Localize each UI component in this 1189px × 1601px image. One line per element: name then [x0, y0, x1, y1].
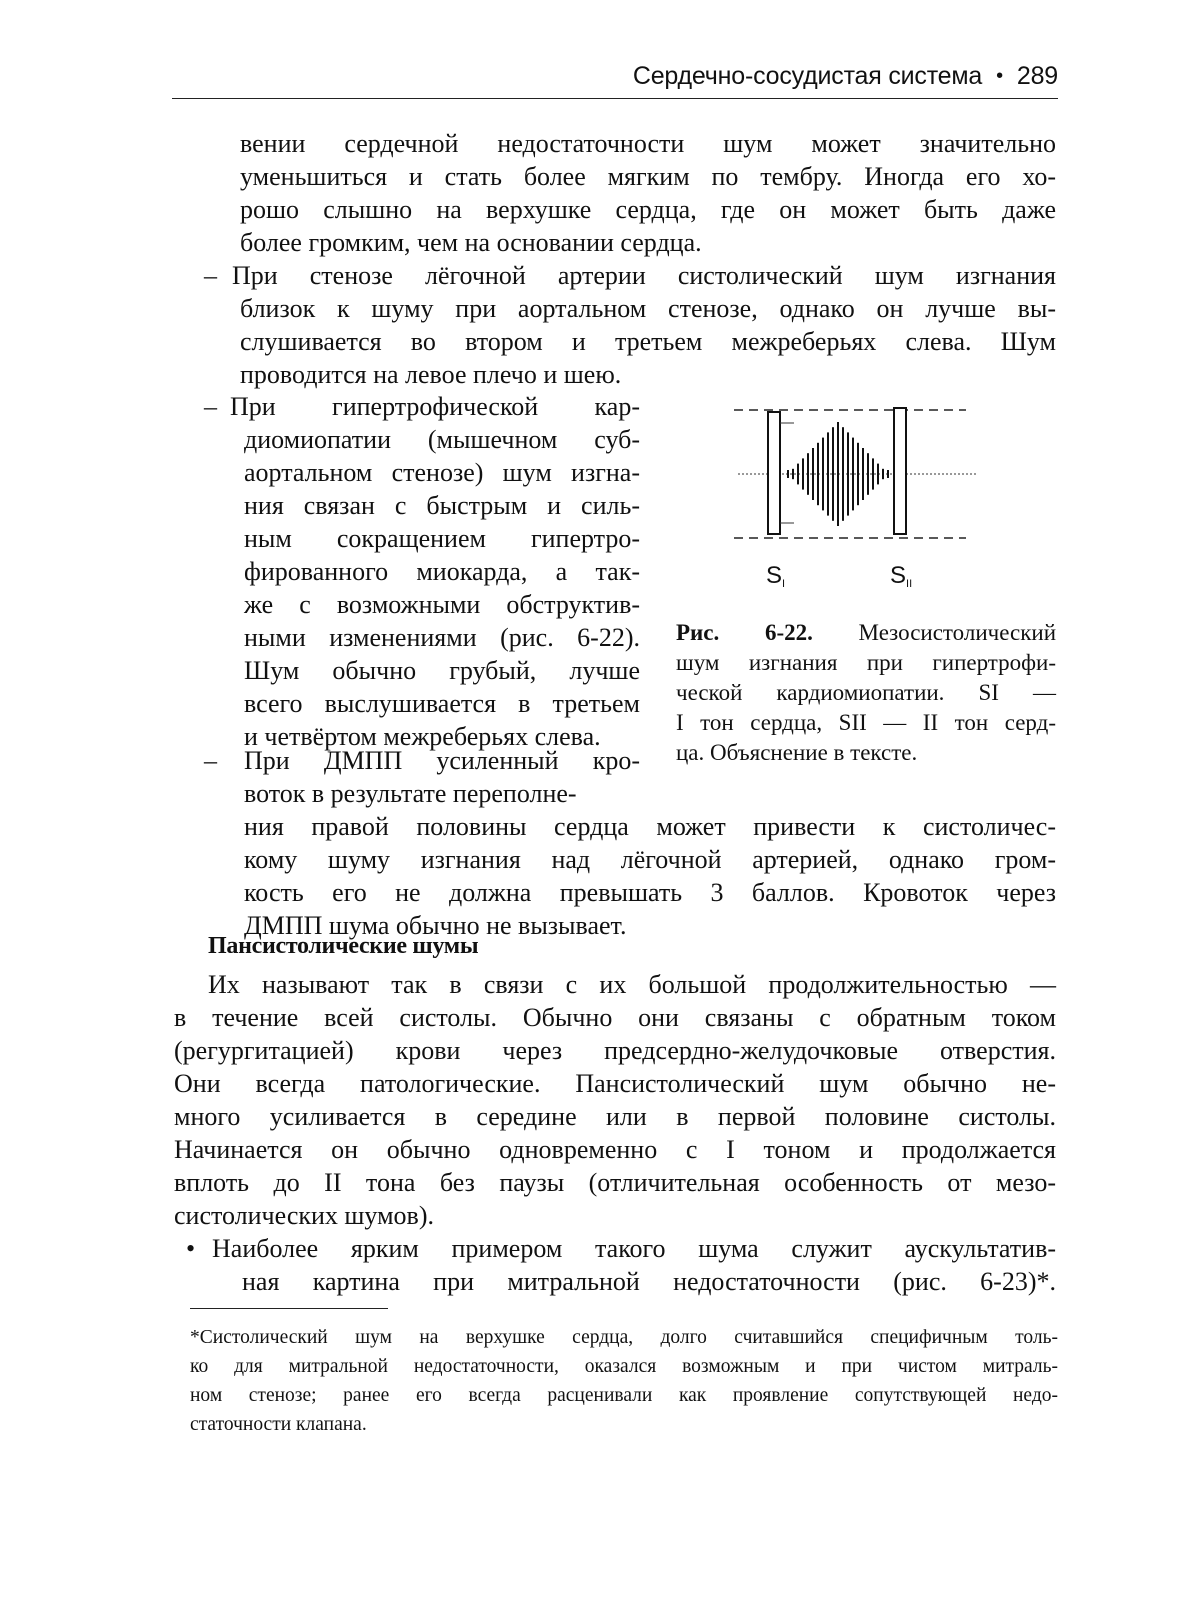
list-item-asd-start — [244, 744, 640, 810]
list-item-pulmonary-stenosis — [232, 259, 1056, 391]
text-line: близок к шуму при аортальном стенозе, однако он лучше вы- — [240, 294, 1056, 323]
text-line: кому шуму изгнания над лёгочной артерией, однако гром- — [244, 845, 1056, 874]
text-line: проводится на левое плечо и шею. — [240, 360, 622, 389]
text-line: вплоть до II тона без паузы (отличительная особенность от мезо- — [174, 1168, 1056, 1197]
page-number: 289 — [1016, 62, 1058, 90]
dash-marker: – — [204, 392, 217, 421]
text-line: всего выслушивается в третьем — [244, 689, 640, 718]
text-line: Они всегда патологические. Пансистолический шум обычно не- — [174, 1069, 1056, 1098]
text-line: ная картина при митральной недостаточности (рис. 6-23)*. — [242, 1267, 1056, 1296]
caption-text: Мезосистолический — [858, 620, 1057, 645]
text-line: ным сокращением гипертро- — [244, 524, 640, 553]
dash-marker: – — [204, 261, 217, 290]
text-line: и четвёртом межреберьях слева. — [244, 722, 601, 751]
text-line: ния правой половины сердца может привести к систоличес- — [244, 812, 1056, 841]
bullet-item-mitral — [212, 1232, 1056, 1298]
section-heading: Пансистолические шумы — [208, 933, 479, 959]
s1-heart-sound-bar — [768, 412, 780, 534]
footnote — [190, 1323, 1058, 1439]
header-text — [633, 62, 1058, 91]
figure-caption — [676, 618, 1056, 768]
dash-marker: – — [204, 746, 217, 775]
footnote-line: ном стенозе; ранее его всегда расценивали как проявление сопутствующей недо- — [190, 1385, 1058, 1406]
s1-label: SI — [766, 562, 786, 590]
caption-line: ца. Объяснение в тексте. — [676, 740, 918, 765]
text-line: рошо слышно на верхушке сердца, где он может быть даже — [240, 195, 1056, 224]
text-line: Начинается он обычно одновременно с I тоном и продолжается — [174, 1135, 1056, 1164]
pansystolic-paragraph — [174, 968, 1056, 1232]
footnote-rule — [190, 1308, 388, 1309]
text-line: уменьшиться и стать более мягким по тембру. Иногда его хо- — [240, 162, 1056, 191]
text-line: систолических шумов). — [174, 1201, 434, 1230]
caption-line: шум изгнания при гипертрофи- — [676, 650, 1056, 675]
text-line: При стенозе лёгочной артерии систолический шум изгнания — [232, 261, 1056, 290]
footnote-line: *Систолический шум на верхушке сердца, долго считавшийся специфичным толь- — [190, 1327, 1058, 1348]
text-line: много усиливается в середине или в первой половине систолы. — [174, 1102, 1056, 1131]
s2-label: SII — [890, 562, 913, 590]
text-line: же с возможными обструктив- — [244, 590, 640, 619]
continued-paragraph — [240, 127, 1056, 259]
text-line: воток в результате переполне- — [244, 779, 577, 808]
bullet-marker: • — [186, 1234, 196, 1263]
text-line: При гипертрофической кар- — [230, 392, 640, 421]
figure-reference: Рис. 6-22. — [676, 620, 813, 645]
running-header — [172, 58, 1058, 99]
text-line: аортальном стенозе) шум изгна- — [244, 458, 640, 487]
text-line: При ДМПП усиленный кро- — [244, 746, 640, 775]
text-line: слушивается во втором и третьем межреберьях слева. Шум — [240, 327, 1056, 356]
header-separator: • — [996, 65, 1003, 87]
text-line: более громким, чем на основании сердца. — [240, 228, 702, 257]
text-line: (регургитацией) крови через предсердно-желудочковые отверстия. — [174, 1036, 1056, 1065]
caption-line: I тон сердца, SII — II тон серд- — [676, 710, 1056, 735]
text-line: Их называют так в связи с их большой продолжительностью — — [208, 970, 1056, 999]
text-line: ДМПП шума обычно не вызывает. — [244, 911, 627, 940]
text-line: фированного миокарда, а так- — [244, 557, 640, 586]
text-line: вении сердечной недостаточности шум может значительно — [240, 129, 1056, 158]
caption-line — [676, 618, 1056, 648]
text-line: кость его не должна превышать 3 баллов. Кровоток через — [244, 878, 1056, 907]
footnote-line: ко для митральной недостаточности, оказался возможным и при чистом митраль- — [190, 1356, 1058, 1377]
caption-line: ческой кардиомиопатии. SI — — [676, 680, 1056, 705]
text-line: в течение всей систолы. Обычно они связаны с обратным током — [174, 1003, 1056, 1032]
figure-6-22-phonocardiogram — [726, 398, 986, 598]
text-line: Шум обычно грубый, лучше — [244, 656, 640, 685]
footnote-line: статочности клапана. — [190, 1414, 367, 1435]
text-line: Наиболее ярким примером такого шума служит аускультатив- — [212, 1234, 1056, 1263]
header-title: Сердечно-сосудистая система — [632, 62, 983, 90]
murmur-vibrations — [788, 422, 888, 526]
list-item-hcm — [230, 390, 640, 753]
text-line: ными изменениями (рис. 6-22). — [244, 623, 640, 652]
s2-heart-sound-bar — [894, 408, 906, 534]
text-line: диомиопатии (мышечном суб- — [244, 425, 640, 454]
text-line: ния связан с быстрым и силь- — [244, 491, 640, 520]
list-item-asd-continued — [244, 810, 1056, 942]
